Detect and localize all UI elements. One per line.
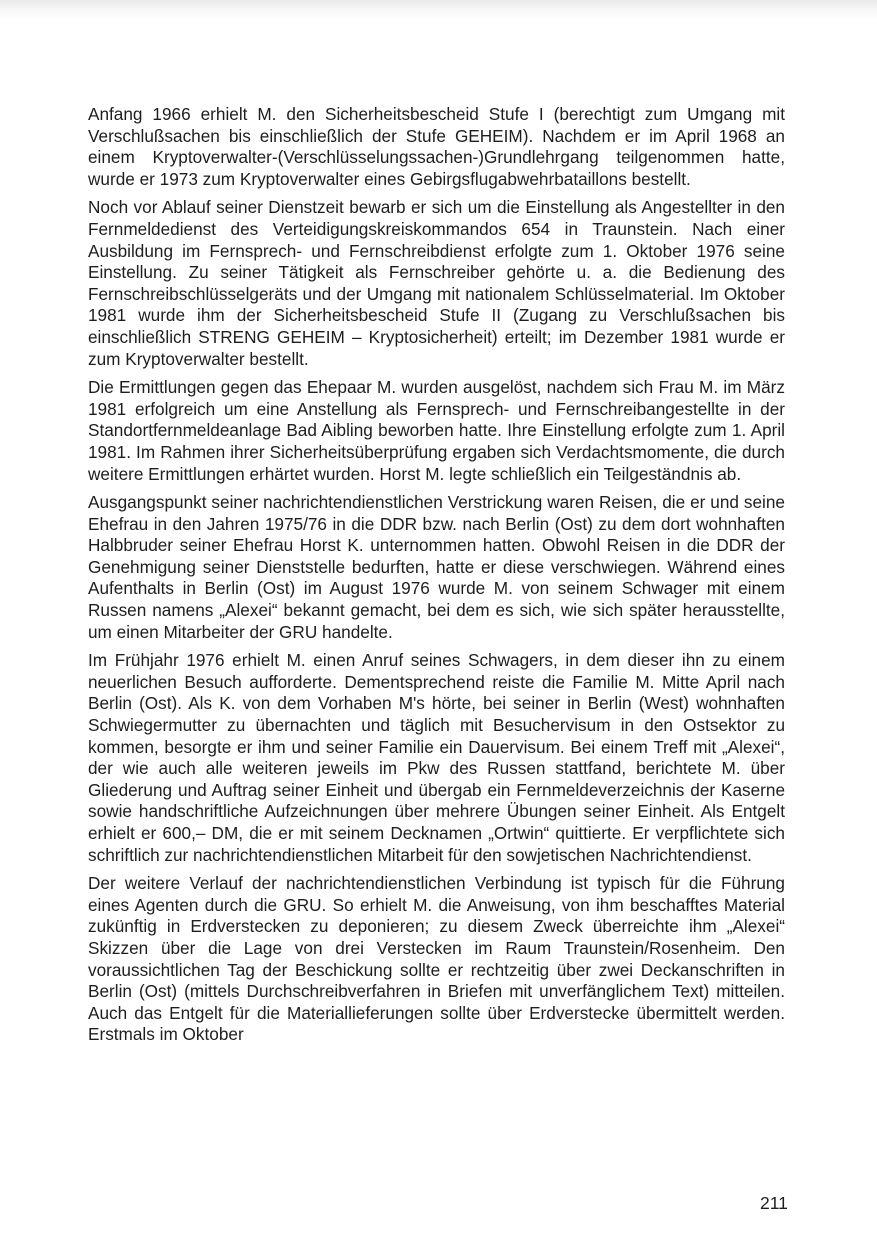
- document-page: [88, 104, 785, 1053]
- scan-top-shadow: [0, 0, 877, 20]
- paragraph-investigation: Die Ermittlungen gegen das Ehepaar M. wurden ausgelöst, nachdem sich Frau M. im März 1981 erfolgreich um eine Anstellung als Fernsprech- und Fernschreibangestellte in der Standortfernmeldeanlage Bad Aibling beworben hatte. Ihre Einstellung erfolgte zum 1. April 1981. Im Rahmen ihrer Sicherheitsüberprüfung ergaben sich Verdachtsmomente, die durch weitere Ermittlungen erhärtet wurden. Horst M. legte schließlich ein Teilgeständnis ab.: [88, 377, 785, 484]
- page-number: 211: [760, 1193, 788, 1213]
- paragraph-employment: Noch vor Ablauf seiner Dienstzeit bewarb er sich um die Einstellung als Angestellter in den Fernmeldedienst des Verteidigungskreiskommandos 654 in Traunstein. Nach einer Ausbildung im Fernsprech- und Fernschreibdienst erfolgte zum 1. Oktober 1976 seine Einstellung. Zu seiner Tätigkeit als Fernschreiber gehörte u. a. die Bedienung des Fernschreibschlüsselgeräts und der Umgang mit nationalem Schlüsselmaterial. Im Oktober 1981 wurde ihm der Sicherheitsbescheid Stufe II (Zugang zu Verschlußsachen bis einschließlich STRENG GEHEIM – Kryptosicherheit) erteilt; im Dezember 1981 wurde er zum Kryptoverwalter bestellt.: [88, 197, 785, 369]
- paragraph-meetings: Im Frühjahr 1976 erhielt M. einen Anruf seines Schwagers, in dem dieser ihn zu einem neuerlichen Besuch aufforderte. Dementsprechend reiste die Familie M. Mitte April nach Berlin (Ost). Als K. von dem Vorhaben M's hörte, bei seiner in Berlin (West) wohnhaften Schwiegermutter zu übernachten und täglich mit Besuchervisum in den Ostsektor zu kommen, besorgte er ihm und seiner Familie ein Dauervisum. Bei einem Treff mit „Alexei“, der wie auch alle weiteren jeweils im Pkw des Russen stattfand, berichtete M. über Gliederung und Auftrag seiner Einheit und übergab ein Fernmeldeverzeichnis der Kaserne sowie handschriftliche Aufzeichnungen über mehrere Übungen seiner Einheit. Als Entgelt erhielt er 600,– DM, die er mit seinem Decknamen „Ortwin“ quittierte. Er verpflichtete sich schriftlich zur nachrichtendienstlichen Mitarbeit für den sowjetischen Nachrichtendienst.: [88, 650, 785, 865]
- paragraph-entanglement: Ausgangspunkt seiner nachrichtendienstlichen Verstrickung waren Reisen, die er und seine Ehefrau in den Jahren 1975/76 in die DDR bzw. nach Berlin (Ost) zu dem dort wohnhaften Halbbruder seiner Ehefrau Horst K. unternommen hatten. Obwohl Reisen in die DDR der Genehmigung seiner Dienststelle bedurften, hatte er diese verschwiegen. Während eines Aufenthalts in Berlin (Ost) im August 1976 wurde M. von seinem Schwager mit einem Russen namens „Alexei“ bekannt gemacht, bei dem es sich, wie sich später herausstellte, um einen Mitarbeiter der GRU handelte.: [88, 492, 785, 642]
- paragraph-gru-handling: Der weitere Verlauf der nachrichtendienstlichen Verbindung ist typisch für die Führung eines Agenten durch die GRU. So erhielt M. die Anweisung, von ihm beschafftes Material zukünftig in Erdverstecken zu deponieren; zu diesem Zweck überreichte ihm „Alexei“ Skizzen über die Lage von drei Verstecken im Raum Traunstein/Rosenheim. Den voraussichtlichen Tag der Beschickung sollte er rechtzeitig über zwei Deckanschriften in Berlin (Ost) (mittels Durchschreibverfahren in Briefen mit unverfänglichem Text) mitteilen. Auch das Entgelt für die Materiallieferungen sollte über Erdverstecke übermittelt werden. Erstmals im Oktober: [88, 873, 785, 1045]
- paragraph-security-clearance: Anfang 1966 erhielt M. den Sicherheitsbescheid Stufe I (berechtigt zum Umgang mit Verschlußsachen bis einschließlich der Stufe GEHEIM). Nachdem er im April 1968 an einem Kryptoverwalter-(Verschlüsselungssachen-)Grundlehrgang teilgenommen hatte, wurde er 1973 zum Kryptoverwalter eines Gebirgsflugabwehrbataillons bestellt.: [88, 104, 785, 189]
